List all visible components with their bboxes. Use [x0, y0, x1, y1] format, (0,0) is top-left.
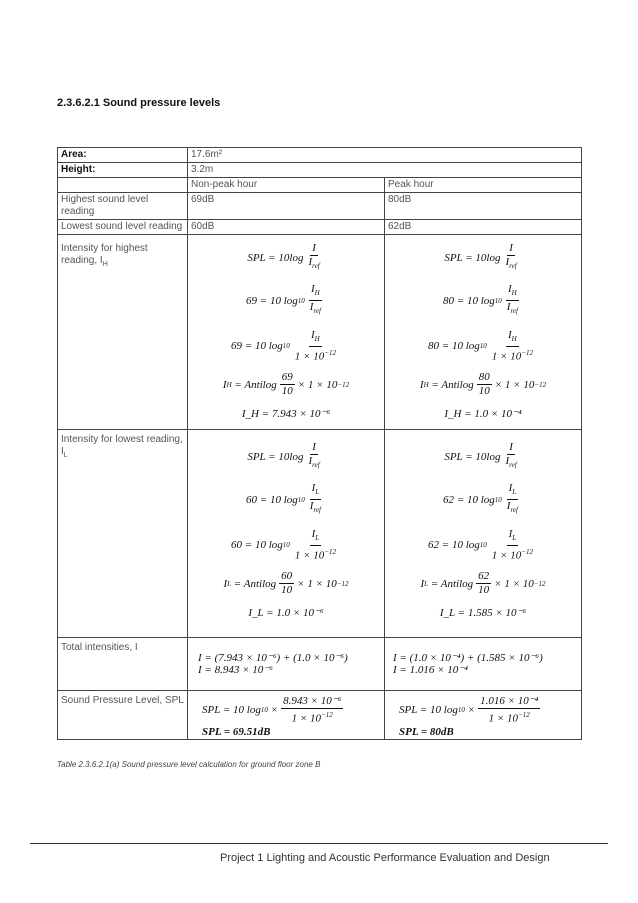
- height-value: 3.2m: [188, 163, 582, 178]
- section-heading: 2.3.6.2.1 Sound pressure levels: [57, 97, 221, 109]
- eq-spl-result: SPL = 69.51dB: [202, 725, 271, 738]
- total-peak: [385, 638, 582, 691]
- highest-label: Highest sound level reading: [58, 193, 188, 220]
- table-row: [58, 220, 582, 235]
- eq-spl-calc: SPL = 10 log 10 × $\frac{\text{8.943 × 10⁻⁶}}{1 \times 10^{-12}}$: [202, 695, 342, 725]
- eq-spl-definition: SPL = 10log $\frac{I}{I_{ref}}$: [444, 441, 517, 470]
- eq-substitute: 69 = 10 log 10 $\frac{I_H}{I_{ref}}$: [246, 283, 321, 316]
- table-row: [58, 148, 582, 163]
- lowest-nonpeak: 60dB: [188, 220, 385, 235]
- spl-label: Sound Pressure Level, SPL: [58, 691, 188, 740]
- table-row: [58, 691, 582, 740]
- eq-spl-definition: SPL = 10log $\frac{I}{I_{ref}}$: [247, 441, 320, 470]
- area-value: 17.6m²: [188, 148, 582, 163]
- highest-peak: 80dB: [385, 193, 582, 220]
- eq-ref-value: 80 = 10 log 10 $\frac{I_H}{1 \times 10^{-12}}$: [428, 328, 533, 363]
- table-caption: Table 2.3.6.2.1(a) Sound pressure level calculation for ground floor zone B: [57, 760, 321, 769]
- eq-antilog: I L = Antilog $\frac{60}{10}$ × 1 × 10 −12: [223, 570, 349, 597]
- eq-substitute: 80 = 10 log 10 $\frac{I_H}{I_{ref}}$: [443, 283, 518, 316]
- lowest-peak: 62dB: [385, 220, 582, 235]
- total-nonpeak: [188, 638, 385, 691]
- eq-antilog: I H = Antilog $\frac{69}{10}$ × 1 × 10 −12: [222, 371, 350, 398]
- total-label: Total intensities, I: [58, 638, 188, 691]
- eq-antilog: I L = Antilog $\frac{62}{10}$ × 1 × 10 −12: [420, 570, 546, 597]
- eq-result: I_L = 1.585 × 10⁻⁶: [439, 607, 527, 620]
- eq-result: I_L = 1.0 × 10⁻⁶: [248, 607, 324, 620]
- col-header-peak: Peak hour: [385, 178, 582, 193]
- footer-divider: [30, 843, 608, 844]
- page-footer: Project 1 Lighting and Acoustic Performance Evaluation and Design: [220, 852, 550, 864]
- col-header-nonpeak: Non-peak hour: [188, 178, 385, 193]
- eq-ref-value: 69 = 10 log 10 $\frac{I_H}{1 \times 10^{-12}}$: [231, 328, 336, 363]
- eq-spl-definition: SPL = 10log $\frac{I}{I_{ref}}$: [444, 242, 517, 271]
- eq-substitute: 60 = 10 log 10 $\frac{I_L}{I_{ref}}$: [246, 482, 321, 515]
- table-row: [58, 235, 582, 430]
- ih-peak-derivation: [385, 235, 582, 430]
- table-row: [58, 163, 582, 178]
- spl-peak: [385, 691, 582, 740]
- table-row: [58, 638, 582, 691]
- total-result: I = 1.016 × 10⁻⁴: [393, 664, 468, 676]
- total-sum: I = (7.943 × 10⁻⁶) + (1.0 × 10⁻⁶): [198, 652, 348, 664]
- height-label: Height:: [58, 163, 188, 178]
- il-nonpeak-derivation: [188, 430, 385, 638]
- eq-spl-result: SPL = 80dB: [399, 725, 454, 738]
- ih-nonpeak-derivation: [188, 235, 385, 430]
- highest-nonpeak: 69dB: [188, 193, 385, 220]
- spl-calculation-table: [57, 147, 582, 740]
- eq-spl-calc: SPL = 10 log 10 × $\frac{\text{1.016 × 10⁻⁴}}{1 \times 10^{-12}}$: [399, 695, 539, 725]
- table-row: [58, 193, 582, 220]
- eq-spl-definition: SPL = 10log $\frac{I}{I_{ref}}$: [247, 242, 320, 271]
- ih-label: Intensity for highest reading, $I_H$: [58, 235, 188, 430]
- eq-result: I_H = 7.943 × 10⁻⁶: [241, 408, 331, 421]
- il-peak-derivation: [385, 430, 582, 638]
- table-row: [58, 178, 582, 193]
- il-label: Intensity for lowest reading, $I_L$: [58, 430, 188, 638]
- eq-antilog: I H = Antilog $\frac{80}{10}$ × 1 × 10 −12: [419, 371, 547, 398]
- eq-result: I_H = 1.0 × 10⁻⁴: [444, 408, 522, 421]
- total-sum: I = (1.0 × 10⁻⁴) + (1.585 × 10⁻⁶): [393, 652, 543, 664]
- eq-ref-value: 62 = 10 log 10 $\frac{I_L}{1 \times 10^{-12}}$: [428, 527, 533, 562]
- lowest-label: Lowest sound level reading: [58, 220, 188, 235]
- spl-nonpeak: [188, 691, 385, 740]
- area-label: Area:: [58, 148, 188, 163]
- total-result: I = 8.943 × 10⁻⁶: [198, 664, 273, 676]
- eq-ref-value: 60 = 10 log 10 $\frac{I_L}{1 \times 10^{-12}}$: [231, 527, 336, 562]
- table-row: [58, 430, 582, 638]
- eq-substitute: 62 = 10 log 10 $\frac{I_L}{I_{ref}}$: [443, 482, 518, 515]
